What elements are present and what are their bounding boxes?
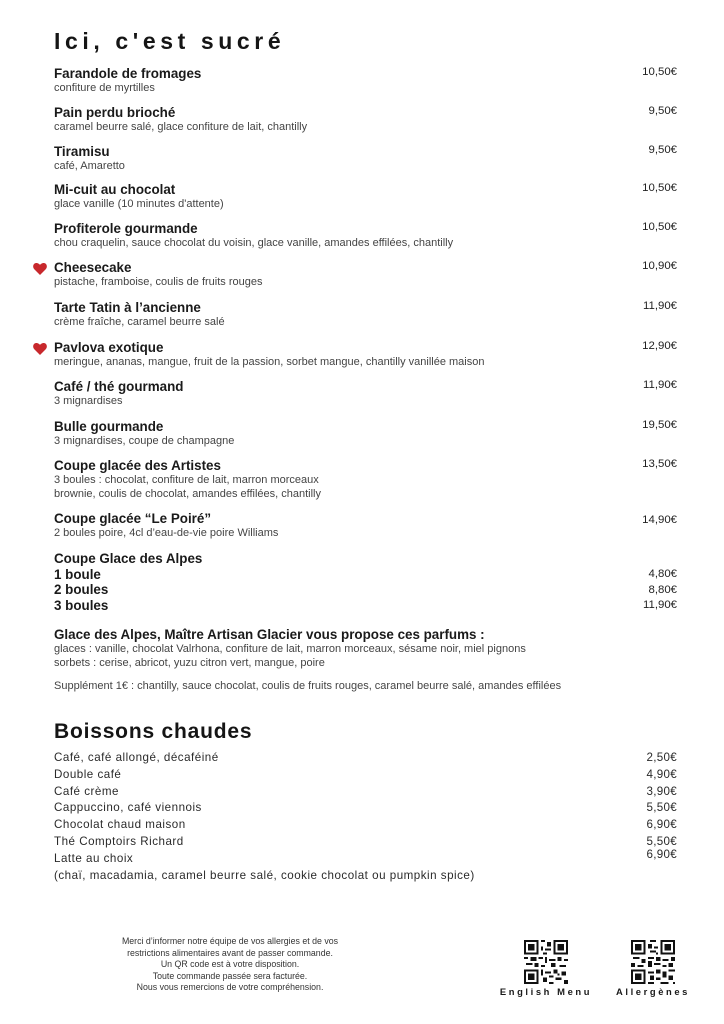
drink-row [54, 767, 680, 784]
hot-drinks-list [54, 750, 680, 884]
item-price: 9,50€ [648, 144, 677, 156]
notice-line: Toute commande passée sera facturée. [152, 970, 308, 981]
qr-label: Allergènes [616, 986, 690, 997]
menu-item [54, 419, 680, 449]
drink-price: 5,50€ [646, 801, 677, 815]
menu-item [54, 260, 680, 290]
drink-row [54, 800, 680, 817]
drink-row [54, 750, 680, 767]
item-description: glace vanille (10 minutes d'attente) [54, 198, 224, 210]
section-title-hot-drinks: Boissons chaudes [54, 720, 253, 743]
drink-name: Latte au choix [54, 851, 134, 865]
menu-item [54, 182, 680, 212]
menu-item-coupe-alpes [54, 551, 680, 613]
allergy-notice [85, 936, 375, 994]
menu-item [54, 144, 680, 174]
latte-flavors-note: (chaï, macadamia, caramel beurre salé, cookie chocolat ou pumpkin spice) [54, 868, 475, 882]
option-label: 2 boules [54, 582, 109, 597]
item-description: café, Amaretto [54, 160, 125, 172]
menu-item [54, 340, 680, 370]
menu-item [54, 300, 680, 330]
item-price: 10,90€ [642, 260, 677, 272]
item-description: caramel beurre salé, glace confiture de lait, chantilly [54, 121, 308, 133]
item-description: 3 mignardises [54, 395, 123, 407]
option-label: 3 boules [54, 597, 109, 613]
flavors-sorbets: sorbets : cerise, abricot, yuzu citron vert, mangue, poire [54, 656, 325, 669]
item-price: 10,50€ [642, 182, 677, 194]
item-name: Tiramisu [54, 144, 110, 159]
item-name: Pain perdu brioché [54, 105, 176, 120]
option-label: 1 boule [54, 566, 101, 582]
heart-icon [33, 263, 47, 275]
option-price: 8,80€ [648, 583, 677, 596]
drink-price: 5,50€ [646, 834, 677, 848]
menu-item [54, 379, 680, 409]
notice-line: Un QR code est à votre disposition. [160, 959, 300, 970]
item-description: pistache, framboise, coulis de fruits rouges [54, 276, 263, 288]
drink-row [54, 784, 680, 801]
item-description: meringue, ananas, mangue, fruit de la passion, sorbet mangue, chantilly vanillée maison [54, 356, 485, 368]
qr-label: English Menu [499, 986, 593, 997]
item-description: chou craquelin, sauce chocolat du voisin, glace vanille, amandes effilées, chantilly [54, 237, 454, 249]
item-name: Farandole de fromages [54, 66, 202, 81]
item-name: Coupe glacée des Artistes [54, 458, 221, 473]
option-price: 11,90€ [643, 599, 677, 611]
drink-price: 2,50€ [646, 751, 677, 764]
menu-item [54, 66, 680, 96]
item-name: Café / thé gourmand [54, 379, 184, 394]
item-name: Profiterole gourmande [54, 221, 198, 236]
item-price: 10,50€ [642, 221, 677, 233]
qr-code-icon[interactable] [631, 940, 675, 984]
qr-code-icon[interactable] [524, 940, 568, 984]
item-price: 11,90€ [643, 300, 677, 312]
item-price: 12,90€ [642, 340, 677, 352]
item-description: confiture de myrtilles [54, 82, 155, 94]
item-name: Tarte Tatin à l’ancienne [54, 300, 201, 315]
drink-name: Double café [54, 767, 122, 781]
item-description: 3 mignardises, coupe de champagne [54, 435, 235, 447]
drink-name: Café crème [54, 784, 119, 798]
supplement-note: Supplément 1€ : chantilly, sauce chocolat, coulis de fruits rouges, caramel beurre salé, amandes effilées [54, 680, 562, 692]
notice-line: Nous vous remercions de votre compréhension. [136, 982, 324, 993]
item-name: Coupe glacée “Le Poiré” [54, 511, 212, 526]
item-price: 13,50€ [642, 458, 677, 470]
drink-name: Thé Comptoirs Richard [54, 834, 184, 848]
menu-item [54, 221, 680, 251]
item-description: crème fraîche, caramel beurre salé [54, 316, 225, 328]
drink-price: 3,90€ [646, 784, 677, 798]
flavors-title: Glace des Alpes, Maître Artisan Glacier vous propose ces parfums : [54, 627, 485, 642]
drink-name: Cappuccino, café viennois [54, 801, 202, 815]
item-price: 14,90€ [642, 514, 677, 526]
option-price: 4,80€ [648, 568, 677, 580]
drink-price: 6,90€ [646, 818, 677, 832]
menu-item [54, 458, 680, 501]
item-description-line2: brownie, coulis de chocolat, amandes effilées, chantilly [54, 487, 322, 500]
item-name: Pavlova exotique [54, 340, 164, 355]
drink-name: Chocolat chaud maison [54, 818, 186, 832]
menu-item [54, 511, 680, 541]
item-name: Cheesecake [54, 260, 132, 275]
item-name: Coupe Glace des Alpes [54, 551, 203, 566]
item-price: 10,50€ [642, 66, 677, 78]
item-price: 19,50€ [642, 419, 677, 431]
drink-name: Café, café allongé, décaféiné [54, 751, 219, 764]
drink-row [54, 834, 680, 851]
item-name: Mi-cuit au chocolat [54, 182, 176, 197]
notice-line: restrictions alimentaires avant de passer commande. [127, 947, 333, 958]
heart-icon [33, 343, 47, 355]
ice-cream-flavors [54, 627, 684, 670]
item-description: 2 boules poire, 4cl d’eau-de-vie poire Williams [54, 527, 279, 539]
item-price: 11,90€ [643, 379, 677, 391]
drink-price: 6,90€ [646, 847, 677, 861]
item-name: Bulle gourmande [54, 419, 164, 434]
section-title-desserts: Ici, c'est sucré [54, 28, 286, 54]
allergens-qr[interactable] [610, 940, 696, 997]
flavors-glaces: glaces : vanille, chocolat Valrhona, confiture de lait, marron morceaux, sésame noir, miel pignons [54, 643, 526, 655]
drink-row [54, 817, 680, 834]
item-price: 9,50€ [648, 105, 677, 117]
menu-item [54, 105, 680, 135]
notice-line: Merci d’informer notre équipe de vos allergies et de vos [121, 936, 339, 946]
item-description: 3 boules : chocolat, confiture de lait, marron morceaux [54, 474, 319, 486]
drink-row [54, 847, 680, 868]
english-menu-qr[interactable] [496, 940, 596, 997]
drink-price: 4,90€ [646, 767, 677, 781]
